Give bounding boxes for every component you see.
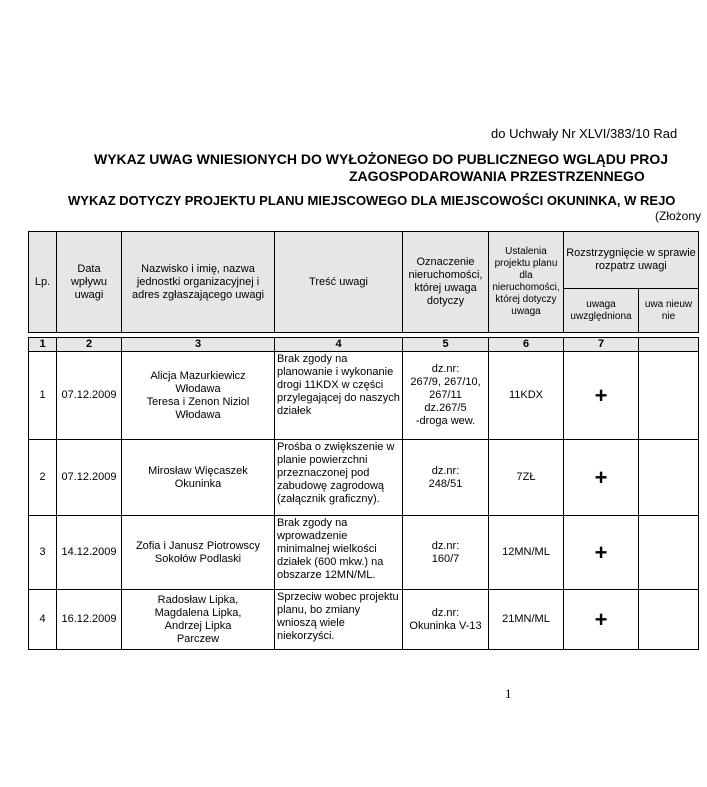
row-content: Sprzeciw wobec projektu planu, bo zmiany wnioszą wiele niekorzyści.: [275, 590, 403, 650]
name-line: Magdalena Lipka,: [154, 606, 242, 619]
column-number: 4: [275, 338, 403, 352]
name-line: Okuninka: [174, 477, 222, 490]
row-rejected: [639, 516, 699, 590]
property-line: 160/7: [431, 552, 460, 565]
row-name: [122, 590, 275, 650]
accepted-plus-mark: +: [564, 516, 639, 590]
document-note: (Złożony: [655, 209, 702, 223]
name-line: Alicja Mazurkiewicz: [150, 369, 246, 382]
column-number: 1: [29, 338, 57, 352]
row-name: [122, 352, 275, 440]
column-number: 7: [564, 338, 639, 352]
row-content: Brak zgody na planowanie i wykonanie drogi 11KDX w części przylegającej do naszych działek: [275, 352, 403, 440]
header-plan: Ustalenia projektu planu dla nieruchomości, której dotyczy uwaga: [489, 232, 564, 333]
property-line: dz.267/5: [424, 402, 467, 414]
name-line: Andrzej Lipka: [164, 619, 232, 632]
header-decision: Rozstrzygnięcie w sprawie rozpatrz uwagi: [564, 232, 699, 289]
header-date: Data wpływu uwagi: [57, 232, 122, 333]
accepted-plus-mark: +: [564, 590, 639, 650]
header-name: Nazwisko i imię, nazwa jednostki organizacyjnej i adres zgłaszającego uwagi: [122, 232, 275, 333]
row-property: [403, 516, 489, 590]
row-date: 14.12.2009: [57, 516, 122, 590]
row-name: [122, 516, 275, 590]
name-line: Parczew: [176, 632, 220, 645]
row-plan: 7ZŁ: [489, 440, 564, 516]
accepted-plus-mark: +: [564, 440, 639, 516]
name-line: Radosław Lipka,: [157, 593, 239, 606]
row-plan: 11KDX: [489, 352, 564, 440]
row-property: [403, 440, 489, 516]
row-lp: 3: [29, 516, 57, 590]
name-line: Włodawa: [175, 382, 221, 395]
row-content: Brak zgody na wprowadzenie minimalnej wielkości działek (600 mkw.) na obszarze 12MN/ML.: [275, 516, 403, 590]
page-number: 1: [505, 686, 512, 701]
property-line: dz.nr:: [431, 539, 460, 552]
remarks-table: [28, 231, 699, 650]
row-rejected: [639, 352, 699, 440]
row-name: [122, 440, 275, 516]
column-number: 3: [122, 338, 275, 352]
row-property: [403, 590, 489, 650]
row-property: [403, 352, 489, 440]
table-row: [29, 590, 699, 650]
property-line: 248/51: [428, 477, 463, 490]
document-subtitle: WYKAZ DOTYCZY PROJEKTU PLANU MIEJSCOWEGO DLA MIEJSCOWOŚCI OKUNINKA, W REJO: [68, 193, 676, 208]
column-number: [639, 338, 699, 352]
column-number: 2: [57, 338, 122, 352]
name-line: Włodawa: [175, 408, 221, 421]
row-date: 07.12.2009: [57, 352, 122, 440]
row-date: 07.12.2009: [57, 440, 122, 516]
property-line: dz.nr:: [431, 606, 460, 619]
column-number: 5: [403, 338, 489, 352]
header-rejected: uwa nieuw nie: [639, 289, 699, 333]
column-number: 6: [489, 338, 564, 352]
name-line: Sokołów Podlaski: [154, 552, 242, 565]
header-lp: Lp.: [29, 232, 57, 333]
row-rejected: [639, 440, 699, 516]
row-date: 16.12.2009: [57, 590, 122, 650]
name-line: Teresa i Zenon Niziol: [146, 395, 250, 408]
header-property: Oznaczenie nieruchomości, której uwaga dotyczy: [403, 232, 489, 333]
row-plan: 21MN/ML: [489, 590, 564, 650]
header-content: Treść uwagi: [275, 232, 403, 333]
name-line: Zofia i Janusz Piotrowscy: [135, 539, 261, 552]
row-lp: 1: [29, 352, 57, 440]
property-line: Okuninka V-13: [409, 619, 482, 632]
table-row: [29, 352, 699, 440]
row-content: Prośba o zwiększenie w planie powierzchni przeznaczonej pod zabudowę zagrodową (załącznik graficzny).: [275, 440, 403, 516]
resolution-reference: do Uchwały Nr XLVI/383/10 Rad: [491, 126, 678, 141]
property-line: 267/11: [429, 389, 462, 401]
name-line: Mirosław Więcaszek: [148, 464, 248, 477]
table-row: [29, 516, 699, 590]
accepted-plus-mark: +: [564, 352, 639, 440]
document-title-line2: ZAGOSPODAROWANIA PRZESTRZENNEGO: [349, 168, 645, 184]
property-line: 267/9, 267/10,: [410, 376, 481, 388]
row-plan: 12MN/ML: [489, 516, 564, 590]
property-line: dz.nr:: [431, 363, 460, 375]
row-rejected: [639, 590, 699, 650]
document-title-line1: WYKAZ UWAG WNIESIONYCH DO WYŁOŻONEGO DO PUBLICZNEGO WGLĄDU PROJ: [94, 151, 668, 167]
property-line: dz.nr:: [431, 464, 460, 477]
property-line: -droga wew.: [415, 415, 476, 427]
row-lp: 2: [29, 440, 57, 516]
row-lp: 4: [29, 590, 57, 650]
table-row: [29, 440, 699, 516]
header-accepted: uwaga uwzględniona: [564, 289, 639, 333]
